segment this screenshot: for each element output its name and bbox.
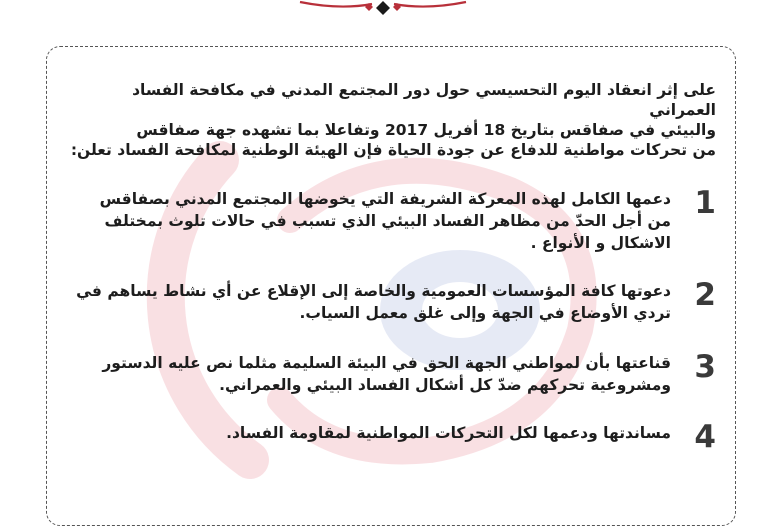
statement-body (66, 80, 716, 455)
item-number: 4 (694, 419, 716, 455)
item-number: 2 (694, 277, 716, 313)
list-item (66, 419, 716, 455)
item-line: الاشكال و الأنواع . (530, 234, 671, 252)
item-line: من أجل الحدّ من مظاهر الفساد البيئي الذي تسبب في حالات تلوث بمختلف (104, 212, 671, 230)
intro-line: من تحركات مواطنية للدفاع عن جودة الحياة فإن الهيئة الوطنية لمكافحة الفساد تعلن: (70, 141, 716, 159)
item-line: تردي الأوضاع في الجهة وإلى غلق معمل السياب. (299, 304, 671, 322)
intro-paragraph (66, 80, 716, 160)
list-item (66, 277, 716, 324)
intro-line: على إثر انعقاد اليوم التحسيسي حول دور المجتمع المدني في مكافحة الفساد العمراني (132, 81, 716, 119)
intro-line: والبيئي في صفاقس بتاريخ 18 أفريل 2017 وتفاعلا بما تشهده جهة صفاقس (136, 121, 716, 139)
list-item (66, 349, 716, 396)
header-ornament (0, 0, 765, 22)
item-line: دعوتها كافة المؤسسات العمومية والخاصة إلى الإقلاع عن أي نشاط يساهم في (76, 282, 671, 300)
item-line: ومشروعية تحركهم ضدّ كل أشكال الفساد البيئي والعمراني. (219, 376, 671, 394)
list-item (66, 185, 716, 254)
item-line: دعمها الكامل لهذه المعركة الشريفة التي يخوضها المجتمع المدني بصفاقس (99, 190, 671, 208)
item-line: قناعتها بأن لمواطني الجهة الحق في البيئة السليمة مثلما نص عليه الدستور (102, 354, 671, 372)
item-line: مساندتها ودعمها لكل التحركات المواطنية لمقاومة الفساد. (226, 424, 671, 442)
item-number: 1 (694, 185, 716, 221)
item-number: 3 (694, 349, 716, 385)
